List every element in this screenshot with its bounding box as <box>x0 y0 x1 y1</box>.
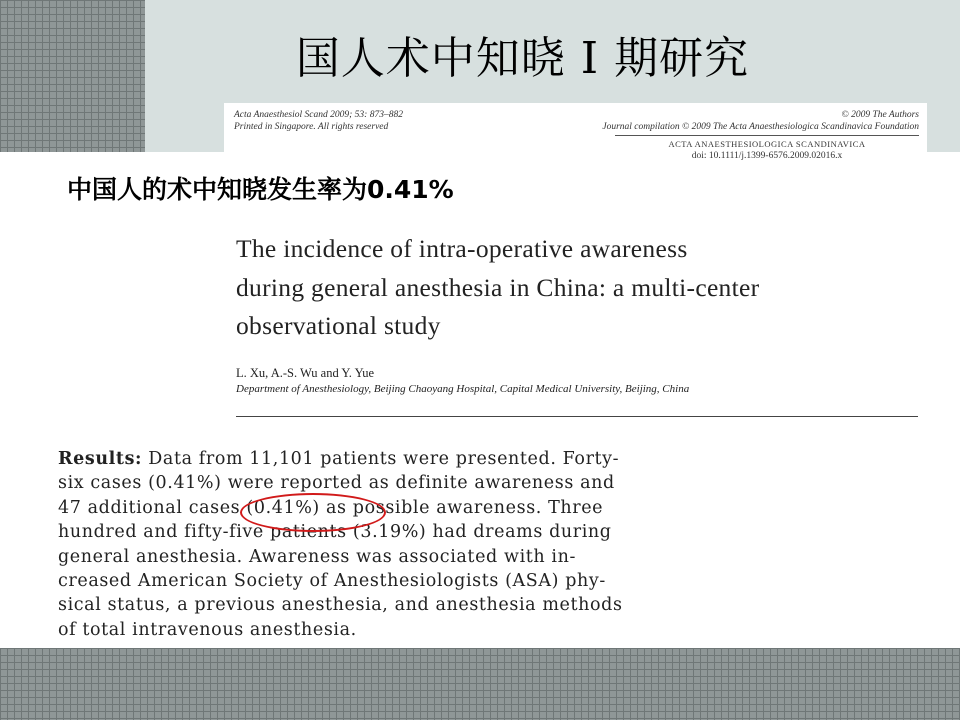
print-line: Printed in Singapore. All rights reserved <box>234 122 389 132</box>
results-line: six cases (0.41%) were reported as definite awareness and <box>58 473 615 494</box>
article-header <box>236 230 926 395</box>
copyright-authors: © 2009 The Authors <box>841 110 919 120</box>
results-line: of total intravenous anesthesia. <box>58 619 357 640</box>
results-line <box>58 447 670 471</box>
article-authors: L. Xu, A.-S. Wu and Y. Yue <box>236 365 375 380</box>
article-affiliation: Department of Anesthesiology, Beijing Chaoyang Hospital, Capital Medical University, Beijing, China <box>236 382 690 395</box>
results-line: general anesthesia. Awareness was associated with in- <box>58 546 577 567</box>
article-title-line: observational study <box>236 311 441 340</box>
journal-copyright <box>602 109 919 162</box>
results-abstract <box>58 447 670 642</box>
article-rule <box>236 416 918 417</box>
results-line: creased American Society of Anesthesiologists (ASA) phy- <box>58 571 606 592</box>
article-title-line: during general anesthesia in China: a multi-center <box>236 272 760 302</box>
checker-pattern-top <box>0 0 145 152</box>
article-title-line: The incidence of intra-operative awareness <box>236 234 688 263</box>
results-label: Results: <box>58 449 143 469</box>
slide-title: 国人术中知晓 I 期研究 <box>295 33 750 84</box>
journal-name: ACTA ANAESTHESIOLOGICA SCANDINAVICA <box>668 139 866 149</box>
copyright-compilation: Journal compilation © 2009 The Acta Anaesthesiologica Scandinavica Foundation <box>602 122 919 132</box>
results-line: hundred and fifty-five patients (3.19%) had dreams during <box>58 522 612 543</box>
article-title <box>236 230 926 346</box>
checker-pattern-bottom <box>0 648 960 720</box>
journal-header <box>224 103 927 165</box>
results-line: sical status, a previous anesthesia, and anesthesia methods <box>58 595 623 616</box>
citation-line: Acta Anaesthesiol Scand 2009; 53: 873–882 <box>234 110 403 120</box>
results-line: 47 additional cases (0.41%) as possible awareness. Three <box>58 497 604 518</box>
journal-name-block <box>615 138 919 162</box>
journal-rule <box>615 135 919 136</box>
journal-citation <box>234 109 403 133</box>
journal-doi: doi: 10.1111/j.1399-6576.2009.02016.x <box>691 151 843 161</box>
highlight-oval <box>240 493 386 532</box>
results-text: Data from 11,101 patients were presented. Forty- <box>148 449 620 469</box>
incidence-claim: 中国人的术中知晓发生率为0.41% <box>67 175 454 204</box>
